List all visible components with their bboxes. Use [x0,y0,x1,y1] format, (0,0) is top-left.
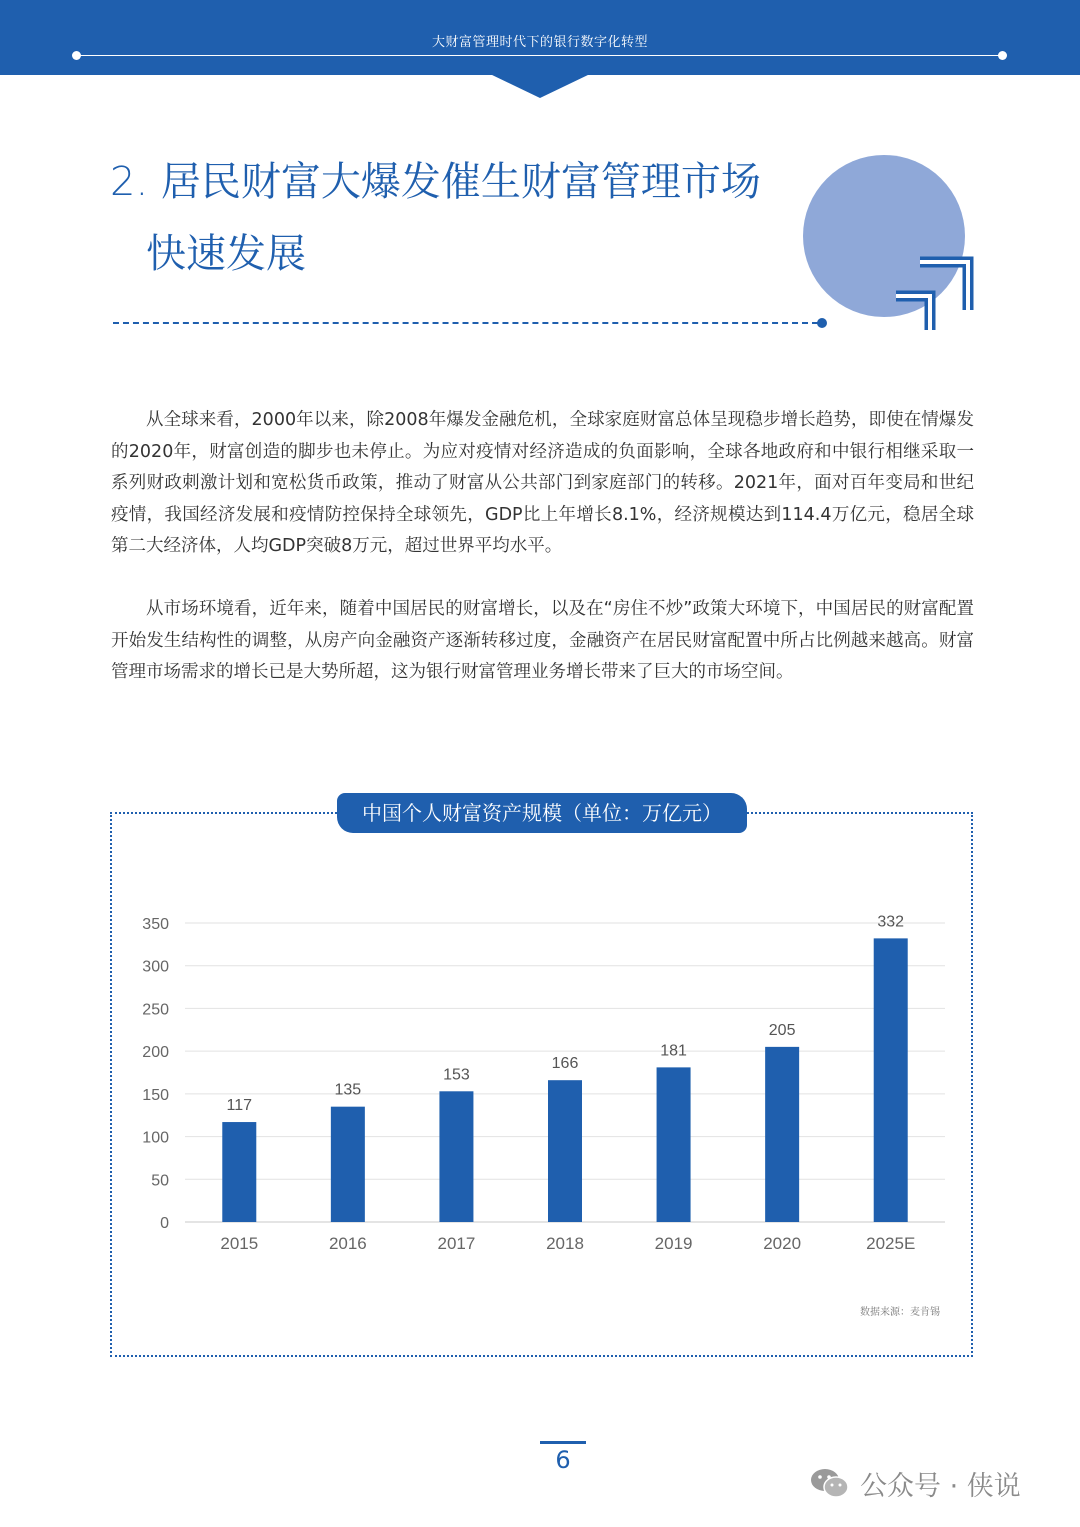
bar [657,1067,691,1222]
data-label: 117 [226,1097,253,1115]
y-tick-label: 300 [142,958,169,976]
chart-title: 中国个人财富资产规模（单位：万亿元） [337,793,747,833]
x-tick-label: 2018 [546,1234,584,1253]
bar [331,1107,365,1222]
bar [548,1080,582,1222]
y-tick-label: 250 [142,1001,169,1019]
header-divider [76,55,1002,56]
data-label: 135 [334,1081,362,1099]
y-tick-label: 100 [142,1129,169,1147]
page-number-rule [540,1441,586,1444]
data-label: 166 [551,1055,579,1073]
wechat-icon [810,1466,850,1500]
header-divider-dot-left [72,51,81,60]
body-paragraph-1 [111,405,974,563]
paragraph-text: 从全球来看，2000年以来，除2008年爆发金融危机，全球家庭财富总体呈现稳步增长趋势，即使在情爆发的2020年，财富创造的脚步也未停止。为应对疫情对经济造成的负面影响，全球各地政府和中银行相继采取一系列财政刺激计划和宽松货币政策，推动了财富从公共部门到家庭部门的转移。2021年，面对百年变局和世纪疫情，我国经济发展和疫情防控保持全球领先，GDP比上年增长8.1%，经济规模达到114.4万亿元，稳居全球第二大经济体，人均GDP突破8万元，超过世界平均水平。 [111,410,974,557]
data-label: 205 [768,1021,796,1039]
y-tick-label: 350 [142,916,169,933]
data-label: 181 [660,1042,687,1060]
paragraph-text: 从市场环境看，近年来，随着中国居民的财富增长，以及在“房住不炒”政策大环境下，中国居民的财富配置开始发生结构性的调整，从房产向金融资产逐渐转移过度，金融资产在居民财富配置中所占比例越来越高。财富管理市场需求的增长已是大势所超，这为银行财富管理业务增长带来了巨大的市场空间。 [111,599,974,683]
section-title [110,146,761,290]
header-title: 大财富管理时代下的银行数字化转型 [431,35,648,50]
header-divider-dot-right [998,51,1007,60]
watermark [810,1463,1021,1503]
header-notch [490,74,590,98]
x-tick-label: 2016 [328,1234,367,1253]
page-number: 6 [555,1446,571,1474]
y-tick-label: 50 [151,1172,169,1190]
x-tick-label: 2025E [866,1234,916,1253]
x-tick-label: 2017 [437,1234,476,1253]
data-label: 332 [877,913,905,931]
data-label: 153 [443,1066,470,1084]
bar-chart [112,880,972,1270]
section-title-line1: 2. 居民财富大爆发催生财富管理市场 [110,159,761,205]
bar [874,938,908,1222]
double-arrow-icon [890,250,980,335]
title-rule-dot [817,318,827,328]
section-title-line2: 快速发展 [146,231,306,277]
watermark-text: 公众号 · 侠说 [860,1470,1021,1502]
y-tick-label: 0 [160,1215,169,1232]
x-tick-label: 2015 [220,1234,259,1253]
x-tick-label: 2020 [763,1234,802,1253]
x-tick-label: 2019 [654,1234,693,1253]
bar [222,1122,256,1222]
chart-source: 数据来源：麦肯锡 [860,1307,940,1318]
y-tick-label: 150 [142,1086,169,1104]
bar [439,1091,473,1222]
title-dashed-rule [113,322,818,324]
y-tick-label: 200 [142,1044,169,1062]
bar [765,1047,799,1222]
body-paragraph-2 [111,594,974,689]
